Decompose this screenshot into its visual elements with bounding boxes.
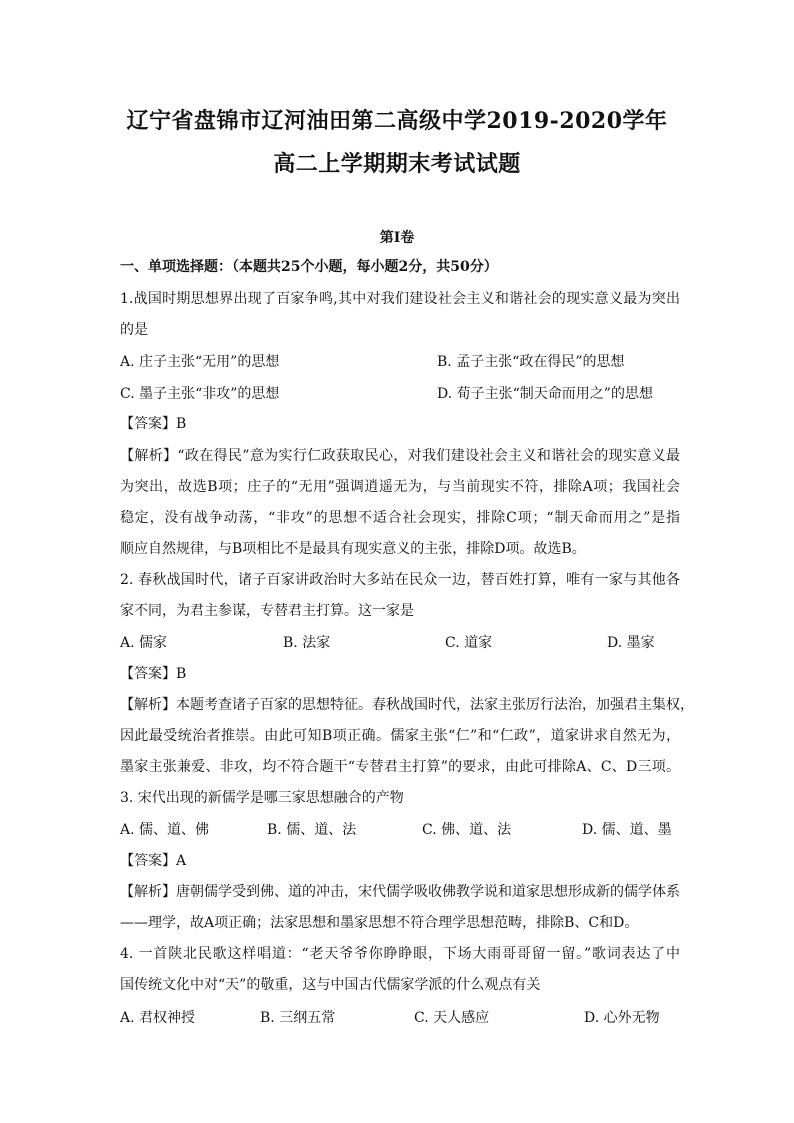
q2-option-d: D. 墨家 xyxy=(607,635,655,651)
q1-option-b: B. 孟子主张“政在得民”的思想 xyxy=(437,354,625,370)
q2-explanation-line2: 因此最受统治者推崇。由此可知B项正确。儒家主张“仁”和“仁政”，道家讲求自然无为， xyxy=(120,728,680,744)
q2-stem-line1: 2. 春秋战国时代，诸子百家讲政治时大多站在民众一边，替百姓打算，唯有一家与其他各 xyxy=(120,572,680,588)
q1-explanation-line2: 为突出，故选B项；庄子的“无用”强调逍遥无为，与当前现实不符，排除A项；我国社会 xyxy=(120,479,680,495)
q3-option-d: D. 儒、道、墨 xyxy=(582,822,672,838)
q1-option-a: A. 庄子主张“无用”的思想 xyxy=(120,354,280,370)
q2-option-b: B. 法家 xyxy=(283,635,331,651)
q2-stem-line2: 家不同，为君主参谋，专替君主打算。这一家是 xyxy=(120,603,414,619)
q2-option-c: C. 道家 xyxy=(445,635,493,651)
volume-heading: 第I卷 xyxy=(379,230,415,246)
q1-explanation-line1: 【解析】“政在得民”意为实行仁政获取民心，对我们建设社会主义和谐社会的现实意义最 xyxy=(120,448,680,464)
q3-option-a: A. 儒、道、佛 xyxy=(120,822,210,838)
q2-explanation-line3: 墨家主张兼爱、非攻，均不符合题干“专替君主打算”的要求，由此可排除A、C、D三项。 xyxy=(120,759,680,775)
document-title-line2: 高二上学期期末考试试题 xyxy=(273,151,521,177)
q3-option-c: C. 佛、道、法 xyxy=(422,822,512,838)
q1-stem-line1: 1.战国时期思想界出现了百家争鸣,其中对我们建设社会主义和谐社会的现实意义最为突出 xyxy=(120,291,680,307)
q3-option-b: B. 儒、道、法 xyxy=(267,822,357,838)
q1-stem-line2: 的是 xyxy=(120,322,148,338)
q2-option-a: A. 儒家 xyxy=(120,635,168,651)
q4-stem-line2: 国传统文化中对“天”的敬重，这与中国古代儒家学派的什么观点有关 xyxy=(120,977,541,993)
q4-option-d: D. 心外无物 xyxy=(584,1010,660,1026)
q4-option-a: A. 君权神授 xyxy=(120,1010,196,1026)
q3-stem: 3. 宋代出现的新儒学是哪三家思想融合的产物 xyxy=(120,790,404,806)
q1-option-c: C. 墨子主张“非攻”的思想 xyxy=(120,386,280,402)
q2-explanation-line1: 【解析】本题考查诸子百家的思想特征。春秋战国时代，法家主张厉行法治，加强君主集权， xyxy=(120,697,694,713)
q4-option-c: C. 天人感应 xyxy=(414,1010,490,1026)
q1-explanation-line3: 稳定，没有战争动荡，“非攻”的思想不适合社会现实，排除C项；“制天命而用之”是指 xyxy=(120,510,680,526)
q3-explanation-line2: ——理学，故A项正确；法家思想和墨家思想不符合理学思想范畴，排除B、C和D。 xyxy=(120,915,639,931)
q3-answer: 【答案】A xyxy=(120,853,187,869)
q3-explanation-line1: 【解析】唐朝儒学受到佛、道的冲击，宋代儒学吸收佛教学说和道家思想形成新的儒学体系 xyxy=(120,884,680,900)
document-title-line1: 辽宁省盘锦市辽河油田第二高级中学2019-2020学年 xyxy=(126,108,668,134)
q4-option-b: B. 三纲五常 xyxy=(260,1010,336,1026)
q4-stem-line1: 4. 一首陕北民歌这样唱道：“老天爷爷你睁睁眼，下场大雨哥哥留一留。”歌词表达了中 xyxy=(120,946,680,962)
q1-answer: 【答案】B xyxy=(120,416,187,432)
q2-answer: 【答案】B xyxy=(120,666,187,682)
q1-option-d: D. 荀子主张“制天命而用之”的思想 xyxy=(437,386,653,402)
q1-explanation-line4: 顺应自然规律，与B项相比不是最具有现实意义的主张，排除D项。故选B。 xyxy=(120,541,586,557)
section-heading: 一、单项选择题：（本题共25个小题，每小题2分，共50分） xyxy=(120,259,498,275)
